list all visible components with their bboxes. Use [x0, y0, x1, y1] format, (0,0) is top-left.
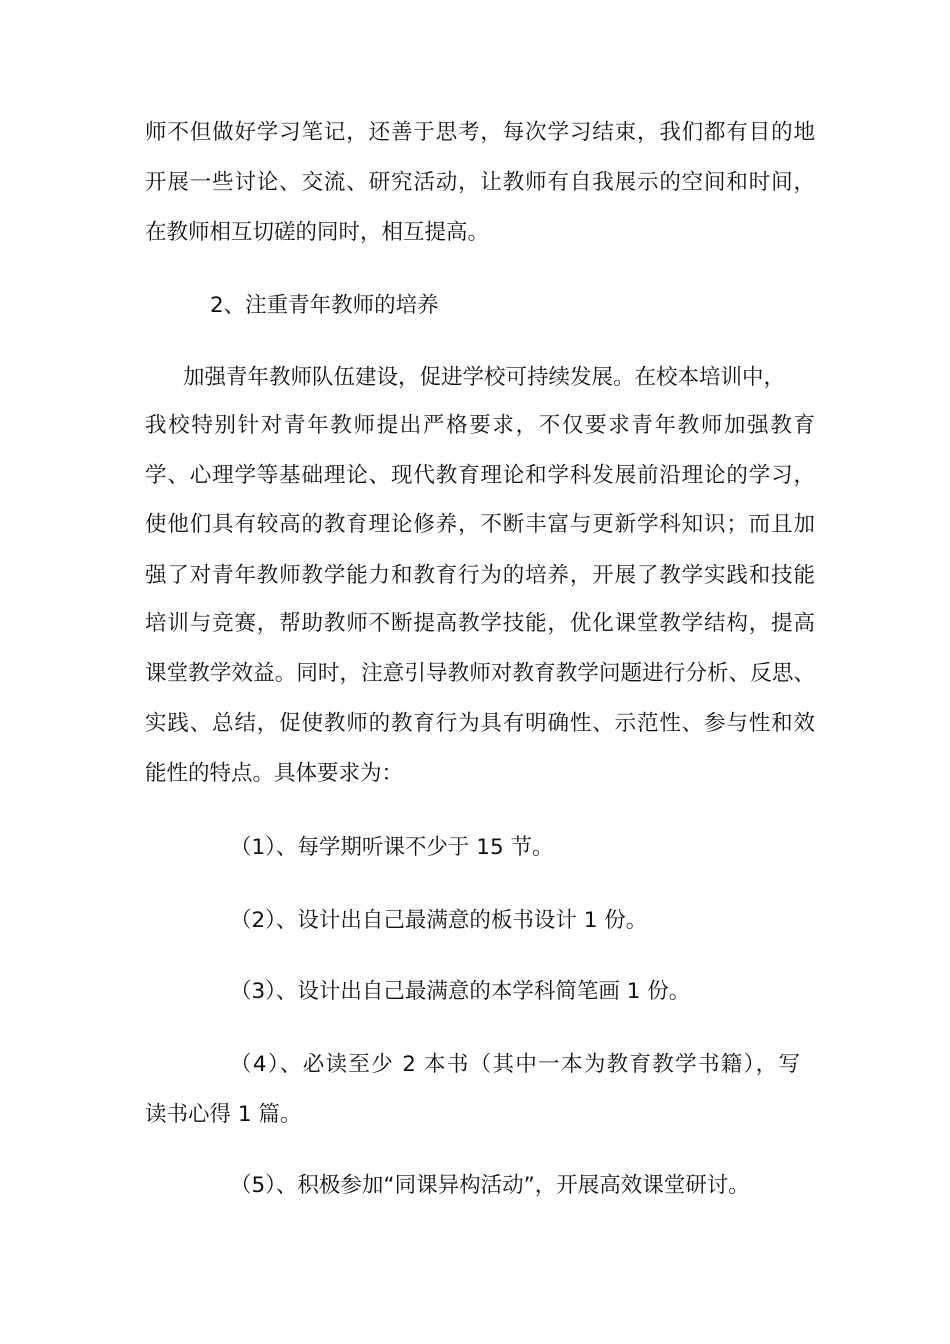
paragraph-2-line-2: 我校特别针对青年教师提出严格要求，不仅要求青年教师加强教育 — [145, 413, 815, 438]
paragraph-2-line-7: 课堂教学效益。同时，注意引导教师对教育教学问题进行分析、反思、 — [145, 661, 815, 686]
paragraph-2-line-4: 使他们具有较高的教育理论修养，不断丰富与更新学科知识；而且加 — [145, 512, 815, 537]
requirement-item-4-line-1: （4）、必读至少 2 本书（其中一本为教育教学书籍），写 — [230, 1052, 800, 1077]
paragraph-2-line-1: 加强青年教师队伍建设，促进学校可持续发展。在校本培训中， — [183, 365, 786, 390]
paragraph-1-line-1: 师不但做好学习笔记，还善于思考，每次学习结束，我们都有目的地 — [145, 120, 815, 145]
paragraph-1-line-2: 开展一些讨论、交流、研究活动，让教师有自我展示的空间和时间， — [145, 170, 815, 195]
requirement-item-3: （3）、设计出自己最满意的本学科简笔画 1 份。 — [230, 979, 691, 1004]
paragraph-2-line-3: 学、心理学等基础理论、现代教育理论和学科发展前沿理论的学习， — [145, 463, 815, 488]
requirement-item-1: （1）、每学期听课不少于 15 节。 — [230, 835, 554, 860]
paragraph-2-line-5: 强了对青年教师教学能力和教育行为的培养，开展了教学实践和技能 — [145, 563, 815, 588]
paragraph-1-line-3: 在教师相互切磋的同时，相互提高。 — [145, 220, 490, 245]
requirement-item-2: （2）、设计出自己最满意的板书设计 1 份。 — [230, 908, 648, 933]
paragraph-2-line-6: 培训与竞赛，帮助教师不断提高教学技能，优化课堂教学结构，提高 — [145, 611, 815, 636]
requirement-item-4-line-2: 读书心得 1 篇。 — [145, 1102, 302, 1127]
paragraph-2-line-8: 实践、总结，促使教师的教育行为具有明确性、示范性、参与性和效 — [145, 711, 815, 736]
requirement-item-5: （5）、积极参加“同课异构活动”，开展高效课堂研讨。 — [230, 1173, 750, 1198]
section-heading: 2、注重青年教师的培养 — [210, 293, 439, 318]
paragraph-2-line-9: 能性的特点。具体要求为： — [145, 761, 404, 786]
